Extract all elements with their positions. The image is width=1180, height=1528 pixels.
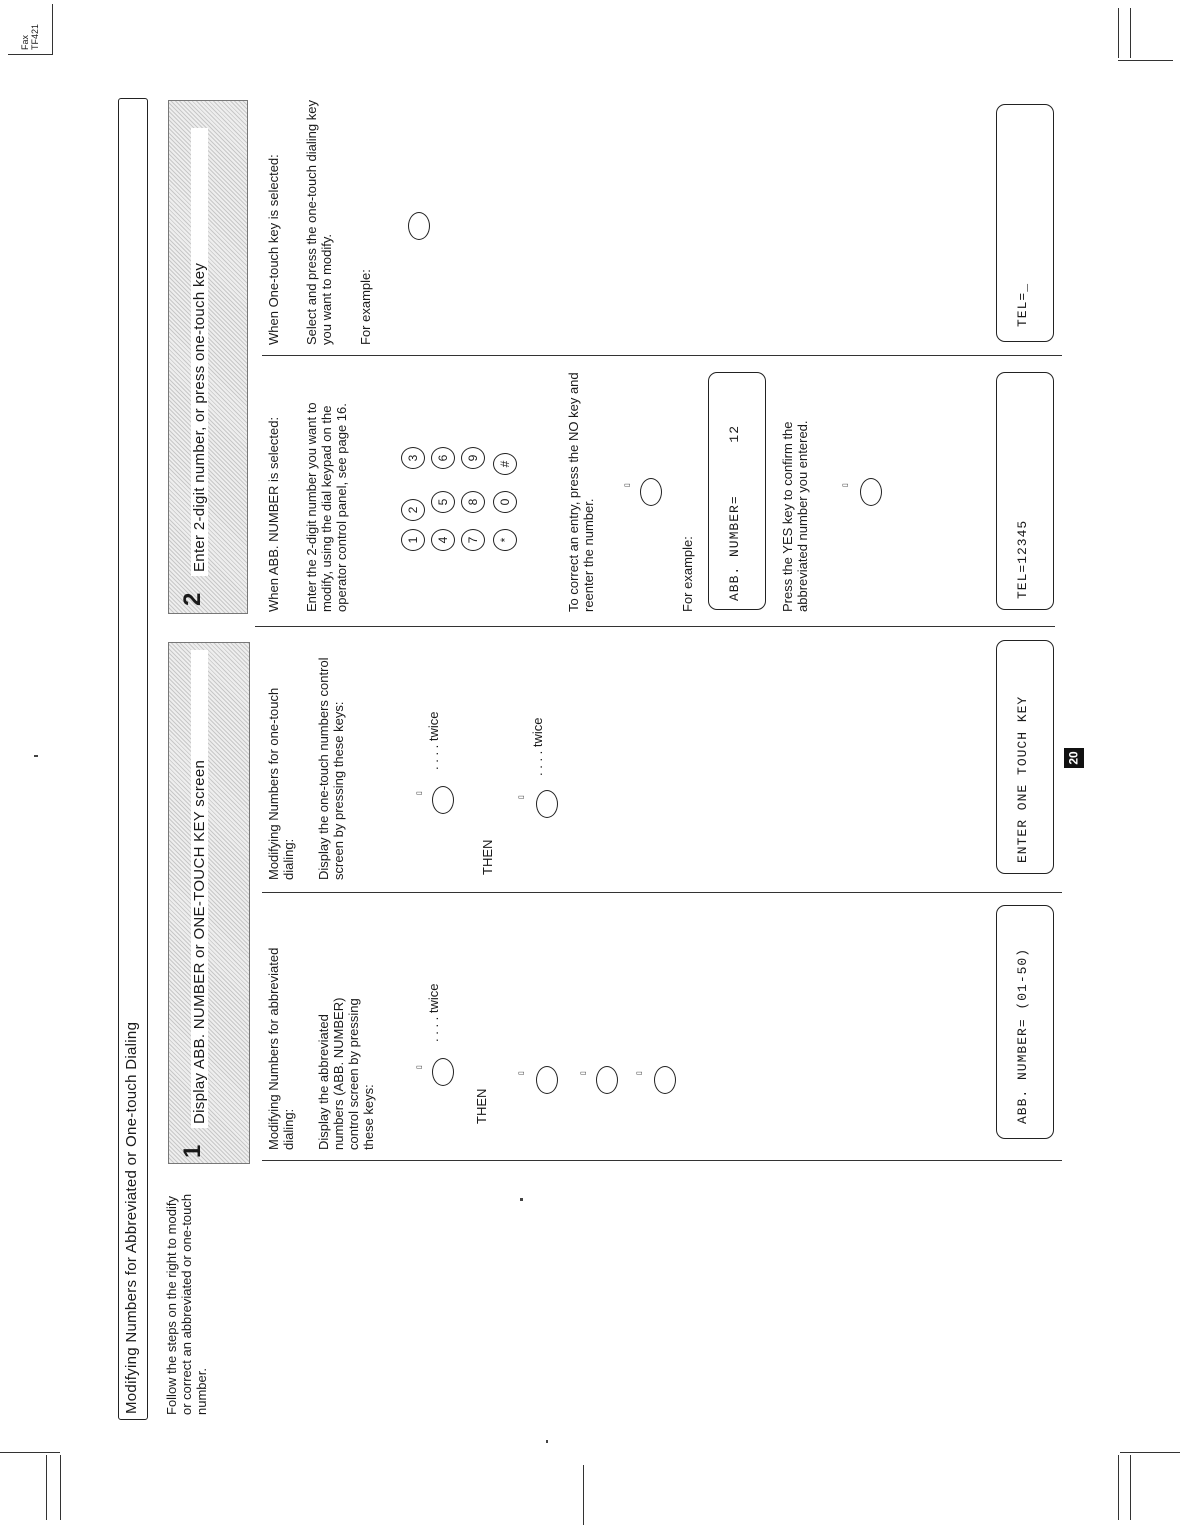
dial-key-8[interactable]: 8 xyxy=(461,491,485,513)
step1-header-text: Display ABB. NUMBER or ONE-TOUCH KEY screen xyxy=(191,650,208,1128)
no-key[interactable] xyxy=(640,478,662,506)
dial-key-star[interactable]: * xyxy=(493,529,517,551)
dial-key-3[interactable]: 3 xyxy=(401,447,425,469)
step2-abbrev-instruction: Enter the 2-digit number you want to modify, using the dial keypad on the operator control panel, see page 16. xyxy=(304,402,349,612)
menu-key[interactable] xyxy=(596,1066,618,1094)
confirm-text: Press the YES key to confirm the abbreviated number you entered. xyxy=(780,420,810,612)
dial-key-1[interactable]: 1 xyxy=(401,529,425,551)
dial-key-9[interactable]: 9 xyxy=(461,447,485,469)
menu-key[interactable] xyxy=(432,1058,454,1086)
step2-abbrev-heading: When ABB. NUMBER is selected: xyxy=(266,416,281,612)
dial-key-4[interactable]: 4 xyxy=(431,529,455,551)
intro-text: Follow the steps on the right to modify or correct an abbreviated or one-touch number. xyxy=(164,1193,209,1415)
page-number-text: 20 xyxy=(1066,751,1081,765)
dial-key-0[interactable]: 0 xyxy=(493,491,517,513)
step1-column-separator-bottom xyxy=(262,1160,1062,1161)
corner-label-text: Fax TF421 xyxy=(20,23,40,50)
twice-text: . . . . twice xyxy=(530,717,545,776)
scan-speck xyxy=(34,755,38,757)
dial-key-7[interactable]: 7 xyxy=(461,529,485,551)
step1-column-separator xyxy=(262,892,1062,893)
correct-entry-text: To correct an entry, press the NO key and reenter the number. xyxy=(566,372,596,612)
no-key-label: ▭ xyxy=(624,482,631,489)
step2-column-separator xyxy=(262,355,1062,356)
step1-abbrev-heading: Modifying Numbers for abbreviated dialing: xyxy=(266,947,296,1150)
menu-key[interactable] xyxy=(432,786,454,814)
scan-speck xyxy=(520,1198,523,1201)
then-text: THEN xyxy=(474,1088,489,1124)
step-separator xyxy=(255,626,1055,627)
twice-text: . . . . twice xyxy=(426,711,441,770)
lcd-abbrev-number-text: ABB. NUMBER= (01-50) xyxy=(1015,947,1030,1124)
example-label: For example: xyxy=(358,269,373,345)
step1-onetouch-heading: Modifying Numbers for one-touch dialing: xyxy=(266,687,296,880)
yes-key[interactable] xyxy=(536,1066,558,1094)
page-number xyxy=(1064,748,1084,768)
twice-text: . . . . twice xyxy=(426,983,441,1042)
dial-key-5[interactable]: 5 xyxy=(431,491,455,513)
step2-header-text: Enter 2-digit number, or press one-touch key xyxy=(191,128,208,576)
menu-key-label: ▭ xyxy=(416,790,423,797)
step2-number: 2 xyxy=(179,592,206,606)
menu-key-label: ▭ xyxy=(580,1070,587,1077)
yes-key-label: ▭ xyxy=(518,1070,525,1077)
corner-label xyxy=(8,4,53,55)
lcd-abbrev-example xyxy=(708,372,766,610)
scan-speck xyxy=(546,1440,548,1443)
step2-onetouch-heading: When One-touch key is selected: xyxy=(266,154,281,345)
step2-header xyxy=(168,100,248,614)
lcd-tel-onetouch xyxy=(996,104,1054,342)
lcd-abbrev-example-text: ABB. NUMBER= 12 xyxy=(727,424,742,601)
yes-key[interactable] xyxy=(654,1066,676,1094)
yes-key[interactable] xyxy=(536,790,558,818)
yes-key-label: ▭ xyxy=(842,482,849,489)
menu-key-label: ▭ xyxy=(416,1064,423,1071)
yes-key-label: ▭ xyxy=(518,794,525,801)
lcd-onetouch-text: ENTER ONE TOUCH KEY xyxy=(1015,695,1030,863)
dial-key-2[interactable]: 2 xyxy=(401,499,425,521)
fold-line-bottom xyxy=(583,1465,584,1525)
step1-header xyxy=(168,642,250,1164)
example-label: For example: xyxy=(680,536,695,612)
lcd-tel-abbrev-text: TEL=12345 xyxy=(1015,519,1030,599)
step1-abbrev-instruction: Display the abbreviated numbers (ABB. NUMBER) control screen by pressing these keys: xyxy=(316,997,376,1150)
one-touch-key[interactable] xyxy=(408,212,430,240)
dial-key-6[interactable]: 6 xyxy=(431,447,455,469)
yes-key-label: ▭ xyxy=(636,1070,643,1077)
yes-key[interactable] xyxy=(860,478,882,506)
dial-key-hash[interactable]: # xyxy=(493,453,517,475)
lcd-abbrev-number xyxy=(996,905,1054,1139)
title-bar xyxy=(118,98,148,1420)
lcd-tel-abbrev xyxy=(996,372,1054,610)
step1-number: 1 xyxy=(179,1144,206,1158)
step2-onetouch-instruction: Select and press the one-touch dialing key you want to modify. xyxy=(304,100,334,345)
lcd-tel-onetouch-text: TEL=_ xyxy=(1015,282,1030,327)
lcd-onetouch xyxy=(996,640,1054,874)
page-title: Modifying Numbers for Abbreviated or One-touch Dialing xyxy=(123,1021,140,1414)
then-text: THEN xyxy=(480,839,495,875)
step1-onetouch-instruction: Display the one-touch numbers control screen by pressing these keys: xyxy=(316,657,346,880)
